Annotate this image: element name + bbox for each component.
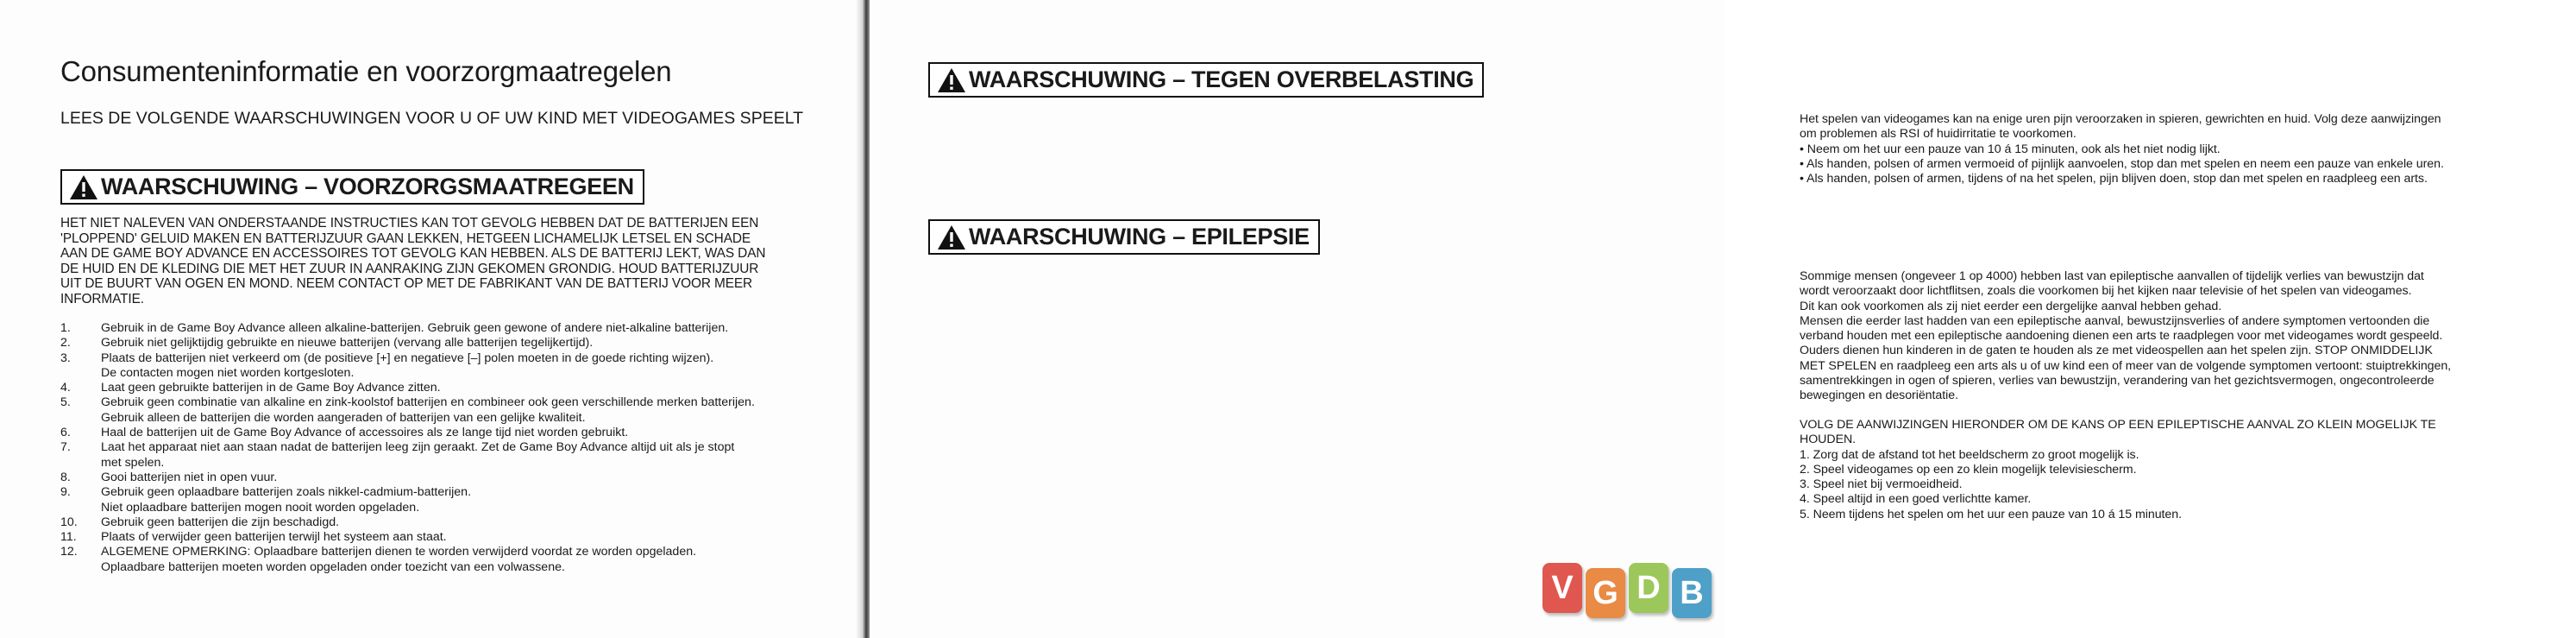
warning-triangle-icon bbox=[937, 67, 966, 93]
list-item-text: met spelen. bbox=[101, 455, 165, 470]
warning-line: HET NIET NALEVEN VAN ONDERSTAANDE INSTRUCTIES KAN TOT GEVOLG HEBBEN DAT DE BATTERIJEN EEN bbox=[60, 216, 759, 231]
warning-heading-overload bbox=[928, 62, 1484, 98]
warning-line: DE HUID EN DE KLEDING DIE MET HET ZUUR IN AANRAKING ZIJN GEKOMEN GRONDIG. HOUD BATTERIJZUUR bbox=[60, 261, 759, 276]
advice-line: 5. Neem tijdens het spelen om het uur een pauze van 10 á 15 minuten. bbox=[1800, 507, 2183, 521]
epilepsy-line: Sommige mensen (ongeveer 1 op 4000) hebben last van epileptische aanvallen of tijdelijk verlies van bewustzijn dat bbox=[1800, 269, 2424, 283]
advice-line: 1. Zorg dat de afstand tot het beeldscherm zo groot mogelijk is. bbox=[1800, 447, 2139, 462]
warning-heading-epilepsy bbox=[928, 219, 1320, 255]
warning-line: INFORMATIE. bbox=[60, 291, 144, 306]
list-item-number bbox=[60, 366, 101, 381]
list-item bbox=[60, 471, 845, 485]
list-item bbox=[60, 501, 845, 515]
warning-heading-text: WAARSCHUWING – VOORZORGSMAATREGEEN bbox=[101, 174, 634, 199]
list-item bbox=[60, 530, 845, 545]
list-item bbox=[60, 545, 845, 559]
list-item bbox=[60, 321, 845, 336]
overload-line: • Als handen, polsen of armen vermoeid of pijnlijk aanvoelen, stop dan met spelen en neem een pauze van enkele uren. bbox=[1800, 156, 2444, 171]
list-item-number: 8. bbox=[60, 470, 71, 484]
logo-letter-tile: D bbox=[1629, 563, 1668, 613]
overload-line: Het spelen van videogames kan na enige uren pijn veroorzaken in spieren, gewrichten en huid. Volg deze aanwijzingen bbox=[1800, 112, 2441, 126]
page-title: Consumenteninformatie en voorzorgmaatregelen bbox=[60, 55, 672, 87]
list-item bbox=[60, 351, 845, 366]
list-item-number: 6. bbox=[60, 426, 71, 440]
list-item-number: 10. bbox=[60, 515, 78, 529]
logo-letter-tile: B bbox=[1672, 568, 1712, 618]
right-page bbox=[870, 0, 2452, 638]
left-page bbox=[0, 0, 861, 638]
epilepsy-line: Ouders dienen hun kinderen in de gaten te houden als ze met videospellen aan het spelen zijn. STOP ONMIDDELIJK bbox=[1800, 344, 2433, 358]
list-item-text: Niet oplaadbare batterijen mogen nooit worden opgeladen. bbox=[101, 500, 420, 515]
epilepsy-line: wordt veroorzaakt door lichtflitsen, zoals die voorkomen bij het kijken naar televisie of het spelen van videogames. bbox=[1800, 284, 2412, 299]
overload-line: om problemen als RSI of huidirritatie te voorkomen. bbox=[1800, 127, 2077, 142]
list-item-text: Gebruik geen oplaadbare batterijen zoals nikkel-cadmium-batterijen. bbox=[101, 485, 472, 500]
epilepsy-line: Dit kan ook voorkomen als zij niet eerder een dergelijke aanval hebben gehad. bbox=[1800, 299, 2222, 313]
list-item bbox=[60, 381, 845, 395]
list-item-text: Gebruik geen combinatie van alkaline en zink-koolstof batterijen en combineer ook geen verschillende merken batterijen. bbox=[101, 395, 755, 410]
list-item-text: Laat geen gebruikte batterijen in de Game Boy Advance zitten. bbox=[101, 381, 441, 395]
list-item bbox=[60, 395, 845, 410]
advice-line: HOUDEN. bbox=[1800, 433, 1857, 447]
list-item-number bbox=[60, 456, 101, 471]
overload-warning-text bbox=[1800, 112, 2576, 186]
warning-heading-text: WAARSCHUWING – TEGEN OVERBELASTING bbox=[969, 66, 1474, 92]
epilepsy-line: bewegingen en desoriëntatie. bbox=[1800, 388, 1958, 403]
list-item-text: De contacten mogen niet worden kortgesloten. bbox=[101, 365, 355, 380]
epilepsy-line: samentrekkingen in ogen of spieren, verlies van bewustzijn, verandering van het gezichtsvermogen, ongecontroleerde bbox=[1800, 374, 2435, 388]
list-item-number: 1. bbox=[60, 321, 71, 335]
list-item-number bbox=[60, 501, 101, 515]
list-item-text: ALGEMENE OPMERKING: Oplaadbare batterijen dienen te worden verwijderd voordat ze worden opgeladen. bbox=[101, 545, 697, 559]
list-item-number bbox=[60, 560, 101, 575]
logo-letter-tile: G bbox=[1586, 568, 1625, 618]
warning-line: 'PLOPPEND' GELUID MAKEN EN BATTERIJZUUR GAAN LEKKEN, HETGEEN LICHAMELIJK LETSEL EN SCHADE bbox=[60, 231, 751, 246]
list-item-text: Plaats de batterijen niet verkeerd om (de positieve [+] en negatieve [–] polen moeten in de goede richting wijzen). bbox=[101, 351, 714, 365]
warning-line: AAN DE GAME BOY ADVANCE EN ACCESSOIRES TOT GEVOLG KAN HEBBEN. ALS DE BATTERIJ LEKT, WAS DAN bbox=[60, 246, 766, 261]
advice-line: 3. Speel niet bij vermoeidheid. bbox=[1800, 477, 1963, 492]
list-item-number: 12. bbox=[60, 545, 78, 559]
epilepsy-line: Mensen die eerder last hadden van een epileptische aanval, bewustzijnsverlies of andere symptomen vertoonden die bbox=[1800, 313, 2430, 328]
logo-letter-tile: V bbox=[1542, 563, 1582, 613]
epilepsy-line: verband houden met een epileptische aandoening dienen een arts te raadplegen voor met videogames wordt gespeeld. bbox=[1800, 329, 2443, 344]
list-item-text: Oplaadbare batterijen moeten worden opgeladen onder toezicht van een volwassene. bbox=[101, 559, 565, 574]
list-item-number: 7. bbox=[60, 440, 71, 455]
list-item bbox=[60, 456, 845, 471]
list-item bbox=[60, 515, 845, 530]
list-item-text: Gebruik in de Game Boy Advance alleen alkaline-batterijen. Gebruik geen gewone of andere niet-alkaline batterijen. bbox=[101, 321, 729, 335]
list-item-text: Gebruik geen batterijen die zijn beschadigd. bbox=[101, 515, 340, 529]
list-item-number bbox=[60, 411, 101, 426]
list-item-number: 4. bbox=[60, 381, 71, 395]
list-item-number: 9. bbox=[60, 485, 71, 500]
battery-warning-text bbox=[60, 216, 837, 306]
epilepsy-advice-text bbox=[1800, 418, 2576, 522]
warning-triangle-icon bbox=[69, 174, 98, 200]
list-item-text: Gooi batterijen niet in open vuur. bbox=[101, 470, 278, 484]
list-item-number: 11. bbox=[60, 530, 77, 545]
list-item bbox=[60, 560, 845, 575]
page-subtitle: LEES DE VOLGENDE WAARSCHUWINGEN VOOR U OF UW KIND MET VIDEOGAMES SPEELT bbox=[60, 109, 804, 128]
list-item-text: Laat het apparaat niet aan staan nadat de batterijen leeg zijn geraakt. Zet de Game Boy Advance altijd uit als je stopt bbox=[101, 440, 735, 455]
warning-line: UIT DE BUURT VAN OGEN EN MOND. NEEM CONTACT OP MET DE FABRIKANT VAN DE BATTERIJ VOOR MEER bbox=[60, 276, 753, 291]
epilepsy-line: MET SPELEN en raadpleeg een arts als u of uw kind een of meer van de volgende symptomen vertoont: stuiptrekkingen, bbox=[1800, 358, 2452, 373]
battery-instructions-list bbox=[60, 321, 845, 575]
advice-line: 2. Speel videogames op een zo klein mogelijk televisiescherm. bbox=[1800, 462, 2137, 477]
advice-line: 4. Speel altijd in een goed verlichtte kamer. bbox=[1800, 492, 2032, 507]
advice-line: VOLG DE AANWIJZINGEN HIERONDER OM DE KANS OP EEN EPILEPTISCHE AANVAL ZO KLEIN MOGELIJK TE bbox=[1800, 418, 2436, 432]
list-item bbox=[60, 336, 845, 351]
list-item-text: Haal de batterijen uit de Game Boy Advance of accessoires als ze lange tijd niet worden gebruikt. bbox=[101, 426, 629, 440]
list-item-text: Gebruik niet gelijktijdig gebruikte en nieuwe batterijen (vervang alle batterijen tegelijkertijd). bbox=[101, 336, 594, 351]
overload-line: • Neem om het uur een pauze van 10 á 15 minuten, ook als het niet nodig lijkt. bbox=[1800, 142, 2221, 156]
list-item-number: 2. bbox=[60, 336, 71, 351]
warning-heading-precautions bbox=[60, 169, 644, 205]
vgdb-watermark-logo bbox=[1542, 563, 1712, 618]
epilepsy-warning-text bbox=[1800, 269, 2576, 404]
list-item-text: Gebruik alleen de batterijen die worden aangeraden of batterijen van een gelijke kwaliteit. bbox=[101, 410, 586, 425]
list-item-number: 5. bbox=[60, 395, 71, 410]
warning-triangle-icon bbox=[937, 224, 966, 250]
list-item bbox=[60, 411, 845, 426]
list-item bbox=[60, 485, 845, 500]
warning-heading-text: WAARSCHUWING – EPILEPSIE bbox=[969, 224, 1310, 250]
list-item-number: 3. bbox=[60, 351, 71, 365]
overload-line: • Als handen, polsen of armen, tijdens of na het spelen, pijn blijven doen, stop dan met spelen en raadpleeg een arts. bbox=[1800, 172, 2428, 186]
list-item bbox=[60, 426, 845, 440]
list-item bbox=[60, 440, 845, 455]
list-item bbox=[60, 366, 845, 381]
list-item-text: Plaats of verwijder geen batterijen terwijl het systeem aan staat. bbox=[101, 530, 447, 545]
